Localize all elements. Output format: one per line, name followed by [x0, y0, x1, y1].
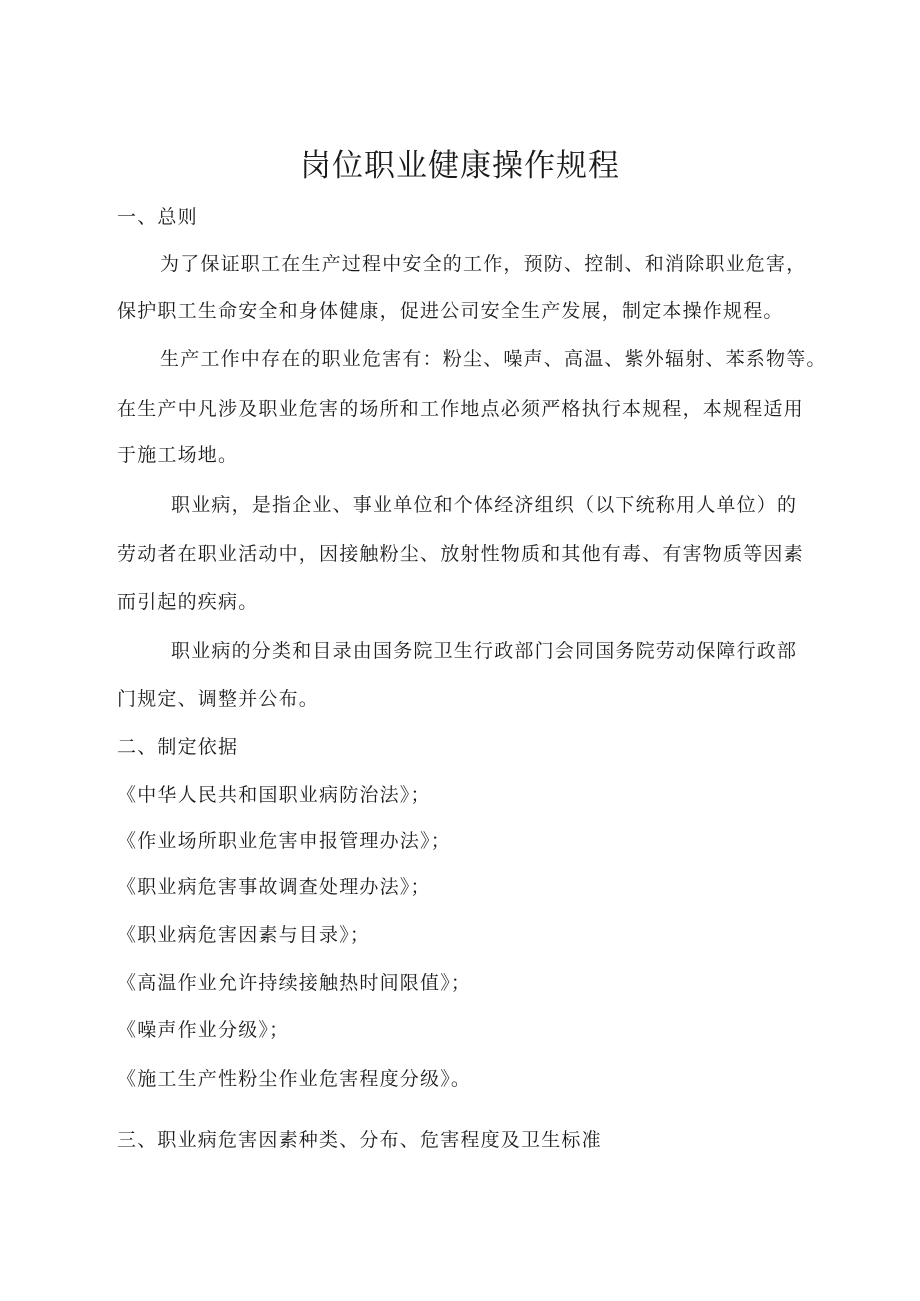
list-item: 《高温作业允许持续接触热时间限值》；	[117, 972, 472, 994]
paragraph-line: 门规定、调整并公布。	[117, 688, 320, 710]
list-item: 《噪声作业分级》；	[117, 1019, 290, 1041]
list-item: 《施工生产性粉尘作业危害程度分级》。	[117, 1068, 472, 1090]
document-title: 岗位职业健康操作规程	[300, 148, 620, 184]
list-item: 《作业场所职业危害申报管理办法》；	[117, 830, 451, 852]
paragraph-line: 生产工作中存在的职业危害有：粉尘、噪声、高温、紫外辐射、苯系物等。	[160, 348, 827, 370]
paragraph-line: 职业病，是指企业、事业单位和个体经济组织（以下统称用人单位）的	[171, 494, 798, 516]
paragraph-line: 在生产中凡涉及职业危害的场所和工作地点必须严格执行本规程，本规程适用	[117, 398, 804, 420]
paragraph-line: 职业病的分类和目录由国务院卫生行政部门会同国务院劳动保障行政部	[171, 640, 798, 662]
paragraph-line: 劳动者在职业活动中，因接触粉尘、放射性物质和其他有毒、有害物质等因素	[117, 543, 804, 565]
section-heading-basis: 二、制定依据	[117, 736, 239, 758]
list-item: 《中华人民共和国职业病防治法》；	[117, 784, 431, 806]
section-heading-general: 一、总则	[117, 206, 198, 228]
paragraph-line: 为了保证职工在生产过程中安全的工作，预防、控制、和消除职业危害，	[160, 253, 807, 275]
paragraph-line: 保护职工生命安全和身体健康，促进公司安全生产发展，制定本操作规程。	[117, 300, 784, 322]
paragraph-line: 而引起的疾病。	[117, 591, 259, 613]
section-heading-third: 三、职业病危害因素种类、分布、危害程度及卫生标准	[117, 1129, 602, 1151]
list-item: 《职业病危害因素与目录》；	[117, 924, 371, 946]
list-item: 《职业病危害事故调查处理办法》；	[117, 876, 431, 898]
paragraph-line: 于施工场地。	[117, 444, 239, 466]
